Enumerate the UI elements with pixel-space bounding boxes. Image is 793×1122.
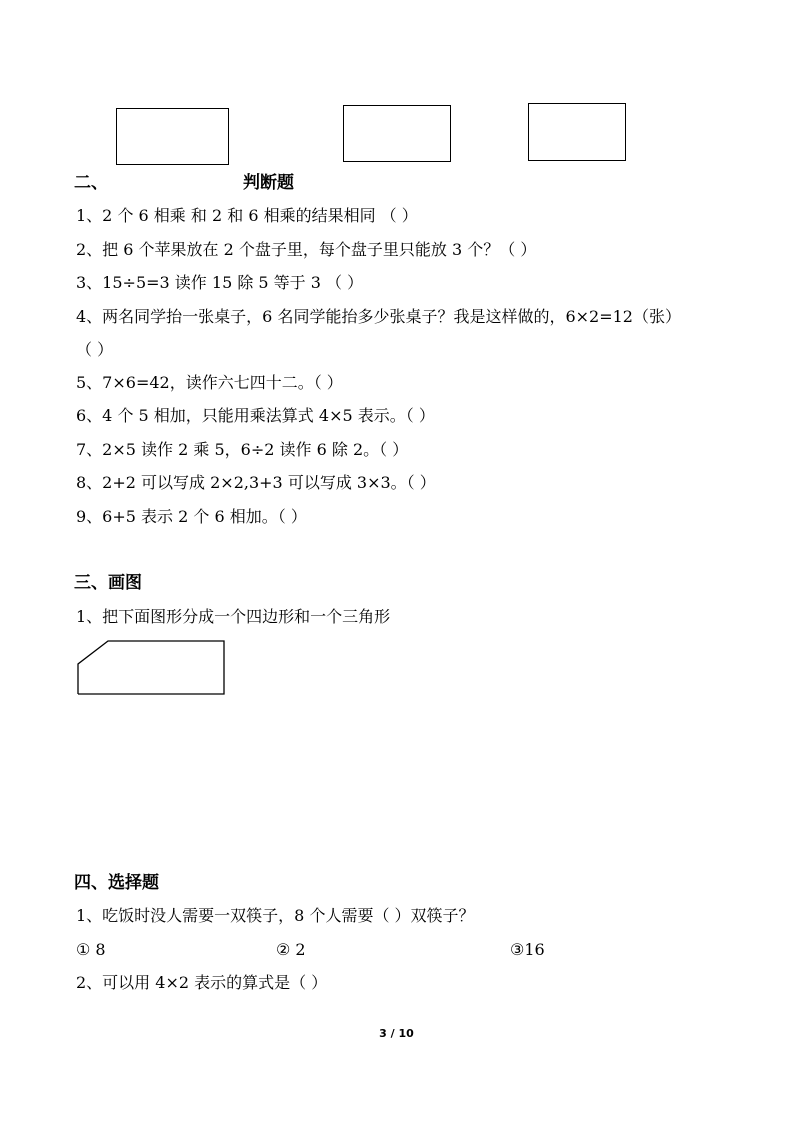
choice-q1: 1、吃饭时没人需要一双筷子，8 个人需要（ ）双筷子？ bbox=[76, 906, 475, 925]
judge-item-1: 1、2 个 6 相乘 和 2 和 6 相乘的结果相同 （ ） bbox=[76, 206, 418, 225]
choice-q1-option-1: ① 8 bbox=[76, 940, 106, 959]
judge-item-6: 6、4 个 5 相加，只能用乘法算式 4×5 表示。（ ） bbox=[76, 406, 435, 425]
answer-box-3 bbox=[528, 103, 626, 161]
answer-box-1 bbox=[116, 108, 229, 165]
choice-q1-option-2: ② 2 bbox=[276, 940, 306, 959]
section2-number: 二、 bbox=[74, 173, 108, 193]
judge-item-5: 5、7×6=42，读作六七四十二。（ ） bbox=[76, 373, 343, 392]
section3-title: 三、画图 bbox=[74, 573, 142, 593]
pentagon-figure bbox=[72, 636, 232, 696]
judge-item-3: 3、15÷5=3 读作 15 除 5 等于 3 （ ） bbox=[76, 273, 364, 292]
section2-title: 判断题 bbox=[243, 173, 294, 193]
judge-item-8: 8、2+2 可以写成 2×2,3+3 可以写成 3×3。（ ） bbox=[76, 473, 436, 492]
judge-item-2: 2、把 6 个苹果放在 2 个盘子里，每个盘子里只能放 3 个？（ ） bbox=[76, 240, 537, 259]
judge-item-7: 7、2×5 读作 2 乘 5，6÷2 读作 6 除 2。（ ） bbox=[76, 440, 409, 459]
draw-item-1: 1、把下面图形分成一个四边形和一个三角形 bbox=[76, 607, 391, 626]
answer-box-2 bbox=[343, 105, 451, 162]
choice-q2: 2、可以用 4×2 表示的算式是（ ） bbox=[76, 973, 328, 992]
section4-title: 四、选择题 bbox=[74, 873, 159, 893]
page-number: 3 / 10 bbox=[379, 1027, 414, 1040]
judge-item-4: 4、两名同学抬一张桌子，6 名同学能抬多少张桌子？我是这样做的，6×2=12（张） bbox=[76, 307, 681, 326]
choice-q1-option-3: ③16 bbox=[510, 940, 545, 959]
judge-item-9: 9、6+5 表示 2 个 6 相加。（ ） bbox=[76, 507, 307, 526]
judge-item-4-paren: （ ） bbox=[76, 340, 114, 359]
